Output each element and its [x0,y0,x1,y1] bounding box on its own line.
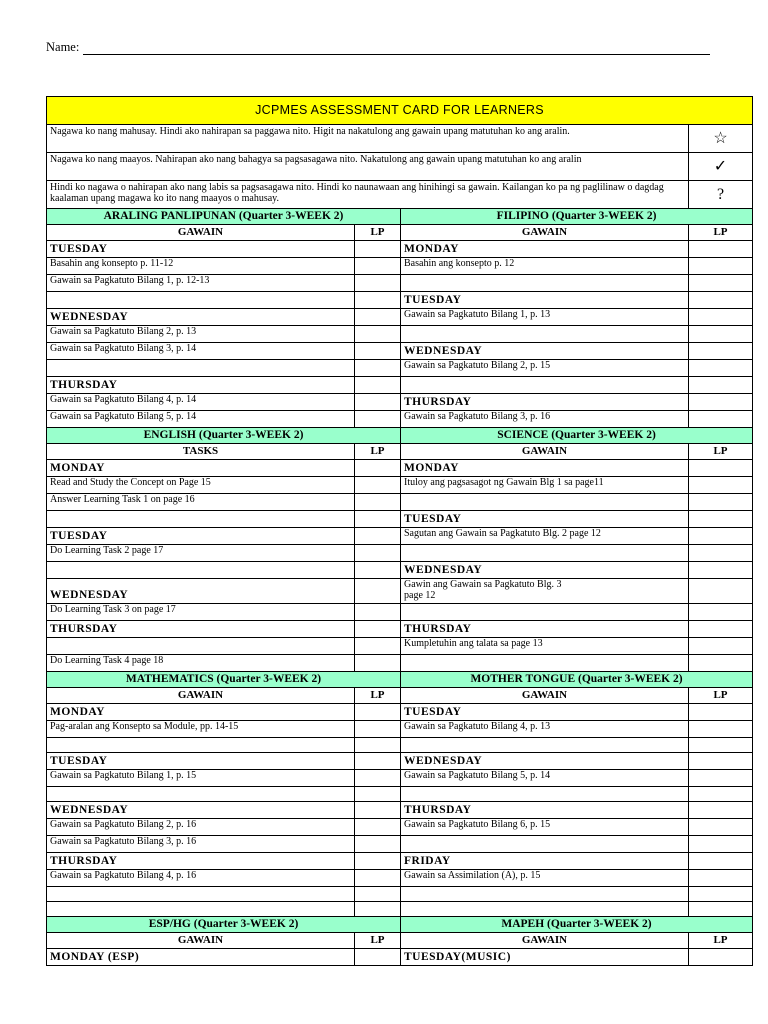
task-item: Sagutan ang Gawain sa Pagkatuto Blg. 2 page 12 [401,528,689,545]
day-label: THURSDAY [47,853,355,870]
subject-header-mathematics: MATHEMATICS (Quarter 3-WEEK 2) [47,672,401,688]
empty-cell [47,887,355,902]
subject-header-mother-tongue: MOTHER TONGUE (Quarter 3-WEEK 2) [401,672,753,688]
day-label: MONDAY [47,704,355,721]
lp-cell[interactable] [689,360,753,377]
empty-cell [401,836,689,853]
day-label: WEDNESDAY [47,579,355,604]
task-item: Gawain sa Pagkatuto Bilang 4, p. 14 [47,394,355,411]
empty-cell [47,360,355,377]
empty-cell [47,738,355,753]
empty-cell [401,887,689,902]
day-label: THURSDAY [47,621,355,638]
lp-cell[interactable] [355,738,401,753]
task-item: Basahin ang konsepto p. 12 [401,258,689,275]
table-row [47,292,753,309]
column-header-lp: LP [355,444,401,460]
lp-cell[interactable] [689,494,753,511]
question-icon: ? [689,181,753,209]
table-row [47,870,753,887]
name-line [46,40,710,55]
task-item: Pag-aralan ang Konsepto sa Module, pp. 14-15 [47,721,355,738]
task-item: Gawain sa Pagkatuto Bilang 5, p. 14 [401,770,689,787]
column-header-lp: LP [355,688,401,704]
table-row [47,721,753,738]
lp-cell[interactable] [355,949,401,966]
empty-cell [47,562,355,579]
task-item: Gawain sa Pagkatuto Bilang 3, p. 16 [47,836,355,853]
lp-cell[interactable] [689,275,753,292]
legend-text-1: Nagawa ko nang mahusay. Hindi ako nahirapan sa paggawa nito. Higit na nakatulong ang gawain upang matutuhan ko ang aralin. [47,125,689,153]
subject-header-filipino: FILIPINO (Quarter 3-WEEK 2) [401,209,753,225]
lp-cell[interactable] [689,377,753,394]
lp-cell[interactable] [355,787,401,802]
lp-cell[interactable] [355,638,401,655]
table-row [47,802,753,819]
lp-cell[interactable] [355,545,401,562]
empty-cell [47,511,355,528]
lp-cell[interactable] [689,477,753,494]
lp-cell[interactable] [355,411,401,428]
lp-cell[interactable] [355,394,401,411]
lp-cell[interactable] [689,787,753,802]
table-row [47,377,753,394]
day-label: TUESDAY [401,704,689,721]
day-label: WEDNESDAY [47,802,355,819]
lp-cell[interactable] [355,528,401,545]
table-row [47,902,753,917]
card-title: JCPMES ASSESSMENT CARD FOR LEARNERS [47,97,753,125]
lp-cell[interactable] [355,704,401,721]
day-label: WEDNESDAY [401,562,689,579]
empty-cell [401,655,689,672]
legend-text-2: Nagawa ko nang maayos. Nahirapan ako nang bahagya sa pagsasagawa nito. Nakatulong ang gawain upang matutuhan ko ang aralin [47,153,689,181]
task-item: Gawain sa Pagkatuto Bilang 4, p. 16 [47,870,355,887]
table-row [47,494,753,511]
lp-cell[interactable] [689,638,753,655]
lp-cell[interactable] [689,802,753,819]
lp-cell[interactable] [689,309,753,326]
table-row [47,819,753,836]
table-row [47,836,753,853]
lp-cell[interactable] [355,721,401,738]
task-item: Gawain sa Assimilation (A), p. 15 [401,870,689,887]
lp-cell[interactable] [689,738,753,753]
day-label: TUESDAY(MUSIC) [401,949,689,966]
lp-cell[interactable] [355,377,401,394]
lp-cell[interactable] [689,258,753,275]
task-item: Gawain sa Pagkatuto Bilang 1, p. 15 [47,770,355,787]
lp-cell[interactable] [355,258,401,275]
lp-cell[interactable] [689,545,753,562]
lp-cell[interactable] [355,275,401,292]
column-header-gawain: GAWAIN [401,688,689,704]
lp-cell[interactable] [355,902,401,917]
table-row [47,241,753,258]
table-row [47,411,753,428]
table-row [47,638,753,655]
lp-cell[interactable] [355,343,401,360]
table-row [47,258,753,275]
empty-cell [47,902,355,917]
lp-cell[interactable] [689,819,753,836]
lp-cell[interactable] [689,887,753,902]
lp-cell[interactable] [355,477,401,494]
table-row [47,460,753,477]
day-label: MONDAY (ESP) [47,949,355,966]
table-row [47,949,753,966]
column-header-gawain: GAWAIN [401,225,689,241]
task-item: Do Learning Task 3 on page 17 [47,604,355,621]
day-label: FRIDAY [401,853,689,870]
subject-header-esp-hg: ESP/HG (Quarter 3-WEEK 2) [47,917,401,933]
table-row [47,545,753,562]
column-header-lp: LP [355,225,401,241]
lp-cell[interactable] [355,241,401,258]
lp-cell[interactable] [355,604,401,621]
column-header-gawain: GAWAIN [47,933,355,949]
table-row [47,770,753,787]
subject-header-english: ENGLISH (Quarter 3-WEEK 2) [47,428,401,444]
empty-cell [401,545,689,562]
lp-cell[interactable] [355,292,401,309]
lp-cell[interactable] [355,753,401,770]
table-row [47,753,753,770]
lp-cell[interactable] [689,292,753,309]
assessment-card-table [46,96,753,966]
day-label: MONDAY [401,460,689,477]
lp-cell[interactable] [689,562,753,579]
lp-cell[interactable] [355,494,401,511]
lp-cell[interactable] [689,241,753,258]
check-icon: ✓ [689,153,753,181]
lp-cell[interactable] [355,621,401,638]
lp-cell[interactable] [355,655,401,672]
task-item: Do Learning Task 4 page 18 [47,655,355,672]
subject-header-science: SCIENCE (Quarter 3-WEEK 2) [401,428,753,444]
day-label: THURSDAY [401,621,689,638]
task-item: Basahin ang konsepto p. 11-12 [47,258,355,275]
lp-cell[interactable] [689,704,753,721]
lp-cell[interactable] [355,511,401,528]
star-icon: ☆ [689,125,753,153]
day-label: TUESDAY [47,241,355,258]
table-row [47,787,753,802]
table-row [47,275,753,292]
lp-cell[interactable] [689,870,753,887]
table-row [47,511,753,528]
empty-cell [401,326,689,343]
lp-cell[interactable] [355,460,401,477]
column-header-gawain: GAWAIN [401,933,689,949]
day-label: WEDNESDAY [401,343,689,360]
task-item: Answer Learning Task 1 on page 16 [47,494,355,511]
lp-cell[interactable] [689,721,753,738]
legend-text-3: Hindi ko nagawa o nahirapan ako nang labis sa pagsasagawa nito. Hindi ko naunawaan ang hinihingi sa gawain. Kailangan ko pa ng paglilinaw o dagdag kaalaman upang magawa ko ito nang maayos o mahusay. [47,181,689,209]
task-item: Gawain sa Pagkatuto Bilang 1, p. 13 [401,309,689,326]
lp-cell[interactable] [689,853,753,870]
empty-cell [401,275,689,292]
table-row [47,887,753,902]
task-item: Gawain sa Pagkatuto Bilang 1, p. 12-13 [47,275,355,292]
day-label: TUESDAY [47,528,355,545]
day-label: MONDAY [47,460,355,477]
table-row [47,604,753,621]
lp-cell[interactable] [689,394,753,411]
empty-cell [401,494,689,511]
lp-cell[interactable] [355,870,401,887]
table-row [47,394,753,411]
lp-cell[interactable] [689,949,753,966]
task-item: Gawain sa Pagkatuto Bilang 2, p. 13 [47,326,355,343]
lp-cell[interactable] [355,887,401,902]
table-row [47,655,753,672]
column-header-lp: LP [355,933,401,949]
task-item: Read and Study the Concept on Page 15 [47,477,355,494]
task-item: Kumpletuhin ang talata sa page 13 [401,638,689,655]
day-label: TUESDAY [401,511,689,528]
lp-cell[interactable] [355,579,401,604]
column-header-gawain: GAWAIN [401,444,689,460]
column-header-gawain: TASKS [47,444,355,460]
lp-cell[interactable] [355,853,401,870]
lp-cell[interactable] [689,836,753,853]
task-item: Gawain sa Pagkatuto Bilang 6, p. 15 [401,819,689,836]
table-row [47,477,753,494]
name-blank[interactable] [83,43,710,55]
empty-cell [401,377,689,394]
lp-cell[interactable] [689,621,753,638]
day-label: THURSDAY [401,802,689,819]
task-item: Gawin ang Gawain sa Pagkatuto Blg. 3 page 12 [401,579,689,604]
lp-cell[interactable] [689,343,753,360]
column-header-gawain: GAWAIN [47,688,355,704]
lp-cell[interactable] [355,309,401,326]
empty-cell [401,902,689,917]
table-row [47,343,753,360]
task-item: Ituloy ang pagsasagot ng Gawain Blg 1 sa page11 [401,477,689,494]
subject-header-mapeh: MAPEH (Quarter 3-WEEK 2) [401,917,753,933]
day-label: WEDNESDAY [401,753,689,770]
table-row [47,853,753,870]
task-item: Gawain sa Pagkatuto Bilang 2, p. 15 [401,360,689,377]
empty-cell [401,738,689,753]
table-row [47,562,753,579]
task-item: Do Learning Task 2 page 17 [47,545,355,562]
lp-cell[interactable] [689,902,753,917]
lp-cell[interactable] [689,604,753,621]
column-header-lp: LP [689,225,753,241]
empty-cell [47,292,355,309]
empty-cell [47,787,355,802]
column-header-lp: LP [689,688,753,704]
table-row [47,579,753,604]
task-item: Gawain sa Pagkatuto Bilang 3, p. 14 [47,343,355,360]
table-row [47,309,753,326]
empty-cell [401,787,689,802]
task-item: Gawain sa Pagkatuto Bilang 2, p. 16 [47,819,355,836]
lp-cell[interactable] [355,770,401,787]
task-item: Gawain sa Pagkatuto Bilang 4, p. 13 [401,721,689,738]
lp-cell[interactable] [689,326,753,343]
table-row [47,360,753,377]
column-header-gawain: GAWAIN [47,225,355,241]
name-label: Name: [46,40,80,54]
table-row [47,704,753,721]
subject-header-araling-panlipunan: ARALING PANLIPUNAN (Quarter 3-WEEK 2) [47,209,401,225]
lp-cell[interactable] [689,528,753,545]
task-item: Gawain sa Pagkatuto Bilang 3, p. 16 [401,411,689,428]
lp-cell[interactable] [689,460,753,477]
task-item: Gawain sa Pagkatuto Bilang 5, p. 14 [47,411,355,428]
column-header-lp: LP [689,933,753,949]
lp-cell[interactable] [355,562,401,579]
lp-cell[interactable] [689,511,753,528]
day-label: THURSDAY [401,394,689,411]
column-header-lp: LP [689,444,753,460]
day-label: THURSDAY [47,377,355,394]
day-label: TUESDAY [47,753,355,770]
lp-cell[interactable] [355,802,401,819]
empty-cell [47,638,355,655]
day-label: TUESDAY [401,292,689,309]
lp-cell[interactable] [689,579,753,604]
lp-cell[interactable] [355,326,401,343]
table-row [47,326,753,343]
day-label: MONDAY [401,241,689,258]
table-row [47,621,753,638]
lp-cell[interactable] [689,411,753,428]
lp-cell[interactable] [355,360,401,377]
table-row [47,738,753,753]
lp-cell[interactable] [689,753,753,770]
table-row [47,528,753,545]
lp-cell[interactable] [355,836,401,853]
lp-cell[interactable] [689,655,753,672]
day-label: WEDNESDAY [47,309,355,326]
empty-cell [401,604,689,621]
lp-cell[interactable] [689,770,753,787]
lp-cell[interactable] [355,819,401,836]
